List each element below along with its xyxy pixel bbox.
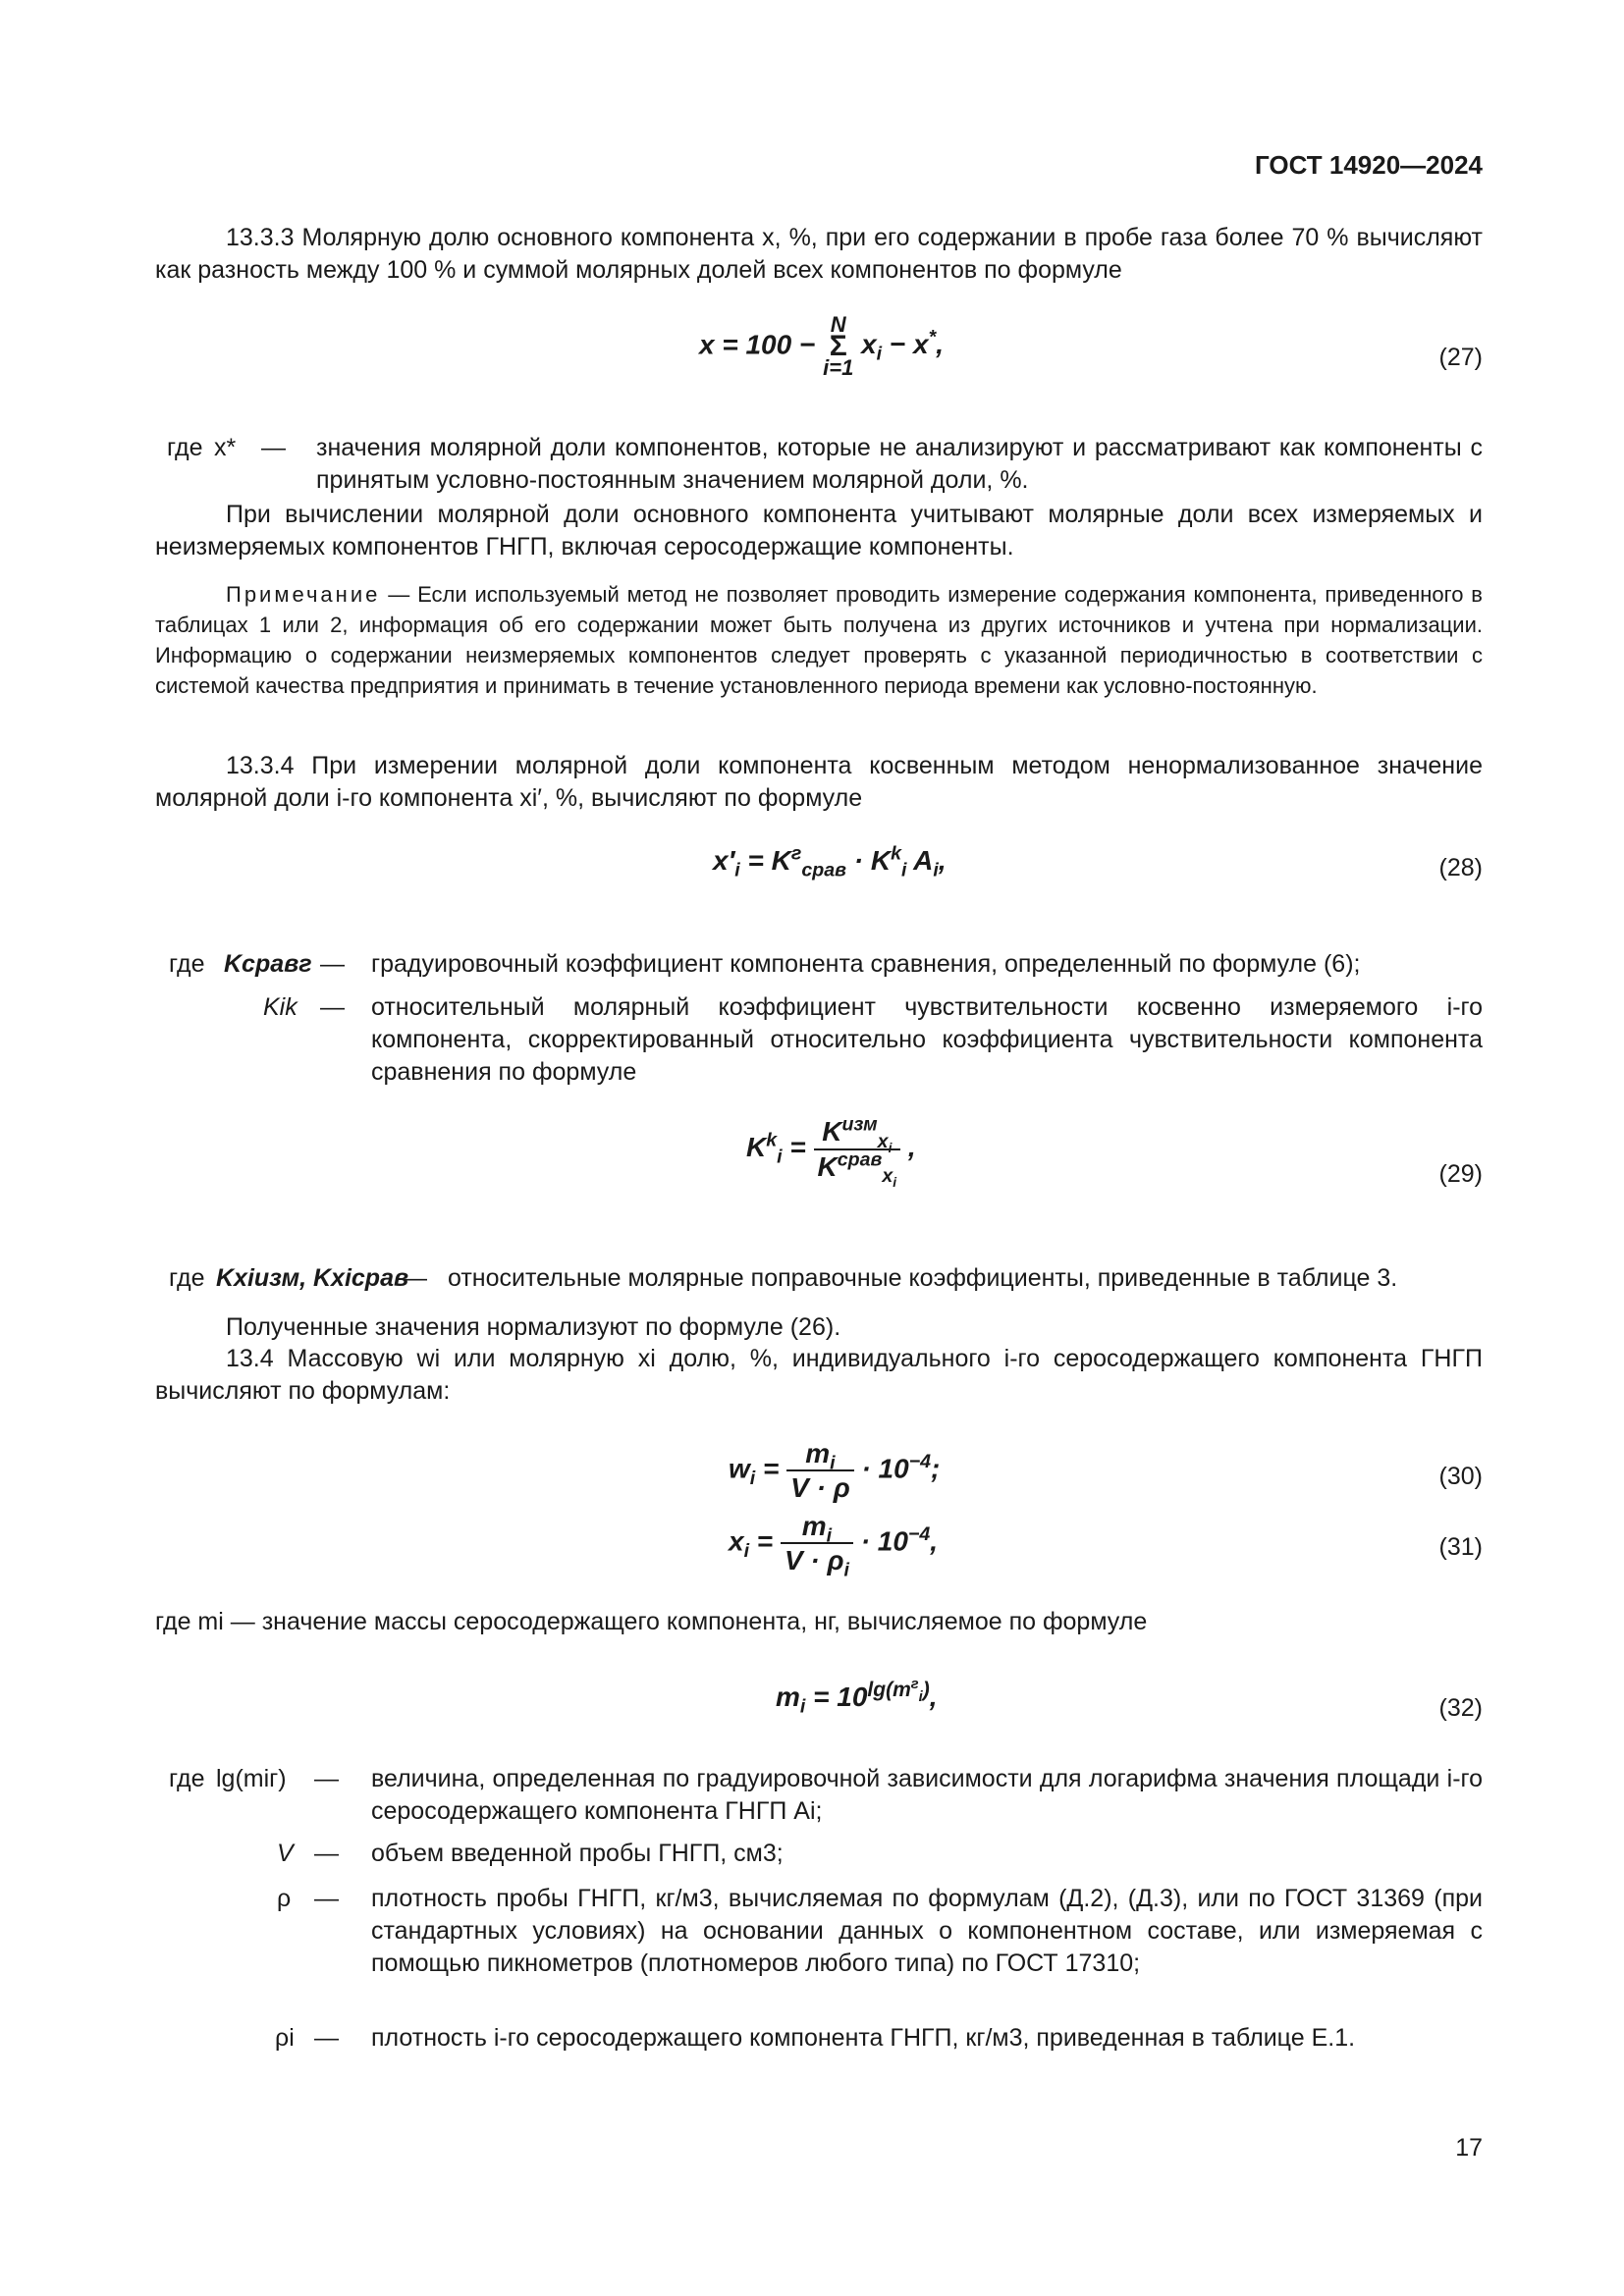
definition-dash: —	[314, 1885, 339, 1912]
definition-dash: —	[314, 1840, 339, 1867]
definition-lead: где	[169, 1765, 205, 1792]
definition-dash: —	[320, 993, 345, 1021]
definition-text: относительные молярные поправочные коэффициенты, приведенные в таблице 3.	[448, 1264, 1398, 1292]
page-number: 17	[1455, 2134, 1483, 2162]
definition-symbol: V	[277, 1840, 294, 1867]
definition-text: градуировочный коэффициент компонента сравнения, определенный по формуле (6);	[371, 950, 1361, 978]
formula-28: $x'_i = K^г_{срав} \cdot K^k_i$ $A_i$,	[713, 842, 947, 881]
definition-lead: где	[167, 434, 203, 461]
definition-m-i: где mi — значение массы серосодержащего компонента, нг, вычисляемое по формуле	[155, 1608, 1148, 1635]
paragraph-13-3-3: 13.3.3 Молярную долю основного компонента x, %, при его содержании в пробе газа более 70 % вычисляют как разность между 100 % и суммой молярных долей всех компонентов по формуле	[155, 224, 1483, 284]
definition-dash: —	[403, 1264, 427, 1292]
equation-number-32: (32)	[1438, 1694, 1483, 1722]
paragraph-13-3-4: 13.3.4 При измерении молярной доли компонента косвенным методом ненормализованное значение молярной доли i-го компонента xi′, %, вычисляют по формуле	[155, 752, 1483, 812]
definition-dash: —	[320, 950, 345, 978]
definition-symbol: lg(miг)	[216, 1765, 287, 1792]
paragraph-calculation: При вычислении молярной доли основного компонента учитывают молярные доли всех измеряемых и неизмеряемых компонентов ГНГП, включая серосодержащие компоненты.	[155, 501, 1483, 561]
formula-27: x = 100 − N Σ i=1 $x_i - x^*$,	[699, 312, 945, 380]
definition-lead: где	[169, 1264, 205, 1292]
definition-text: относительный молярный коэффициент чувствительности косвенно измеряемого i-го компонента, скорректированный относительно коэффициента чувствительности компонента сравнения по формуле	[371, 993, 1483, 1086]
definition-dash: —	[261, 434, 286, 461]
definition-symbol: Kсравг	[224, 950, 312, 978]
definition-text: плотность i-го серосодержащего компонента ГНГП, кг/м3, приведенная в таблице Е.1.	[371, 2024, 1356, 2052]
definition-lead: где	[169, 950, 205, 978]
equation-number-27: (27)	[1438, 344, 1483, 371]
note-text: — Если используемый метод не позволяет проводить измерение содержания компонента, приведенного в таблицах 1 или 2, информация об его содержании может быть получена из других источников и учтена при нормализации. Информацию о содержании неизмеряемых компонентов следует проверять с указанной периодичностью в соответствии с системой качества предприятия и принимать в течение установленного периода времени как условно-постоянную.	[155, 582, 1483, 698]
equation-number-28: (28)	[1438, 854, 1483, 881]
definition-symbol: Kik	[263, 993, 298, 1021]
definition-symbol: ρ	[277, 1885, 292, 1912]
definition-symbol: Kxiизм, Kxiсрав	[216, 1264, 409, 1292]
note-label: Примечание	[226, 582, 381, 607]
formula-29: $K^k_i$ = $\frac{K^{изм}_{x_i}}{K^{срав}_{x_i}}$ ,	[746, 1113, 916, 1190]
definition-dash: —	[314, 1765, 339, 1792]
equation-number-31: (31)	[1438, 1533, 1483, 1561]
formula-30: $w_i$ = $\frac{m_i}{V \cdot \rho}$ · $10^{-4}$;	[729, 1438, 941, 1503]
definition-text: плотность пробы ГНГП, кг/м3, вычисляемая по формулам (Д.2), (Д.3), или по ГОСТ 31369 (при стандартных условиях) на основании данных о компонентном составе, или измеряемая с помощью пикнометров (плотномеров любого типа) по ГОСТ 17310;	[371, 1885, 1483, 1977]
formula-32: $m_i = 10^{lg(m^г_i)}$,	[776, 1676, 938, 1718]
definition-dash: —	[314, 2024, 339, 2052]
equation-number-30: (30)	[1438, 1463, 1483, 1490]
formula-31: $x_i$ = $\frac{m_i}{V \cdot \rho_i}$ · $10^{-4}$,	[729, 1511, 939, 1581]
equation-number-29: (29)	[1438, 1160, 1483, 1188]
definition-text: величина, определенная по градуировочной зависимости для логарифма значения площади i-го серосодержащего компонента ГНГП Ai;	[371, 1765, 1483, 1825]
document-header: ГОСТ 14920—2024	[1255, 150, 1483, 180]
definition-symbol: ρi	[275, 2024, 295, 2052]
definition-text: объем введенной пробы ГНГП, см3;	[371, 1840, 784, 1867]
paragraph-normalize: Полученные значения нормализуют по формуле (26).	[226, 1313, 841, 1341]
paragraph-13-4: 13.4 Массовую wi или молярную xi долю, %, индивидуального i-го серосодержащего компонента ГНГП вычисляют по формулам:	[155, 1345, 1483, 1405]
note-block	[155, 579, 1483, 701]
definition-symbol: x*	[214, 434, 237, 461]
definition-text: значения молярной доли компонентов, которые не анализируют и рассматривают как компоненты с принятым условно-постоянным значением молярной доли, %.	[316, 434, 1483, 494]
